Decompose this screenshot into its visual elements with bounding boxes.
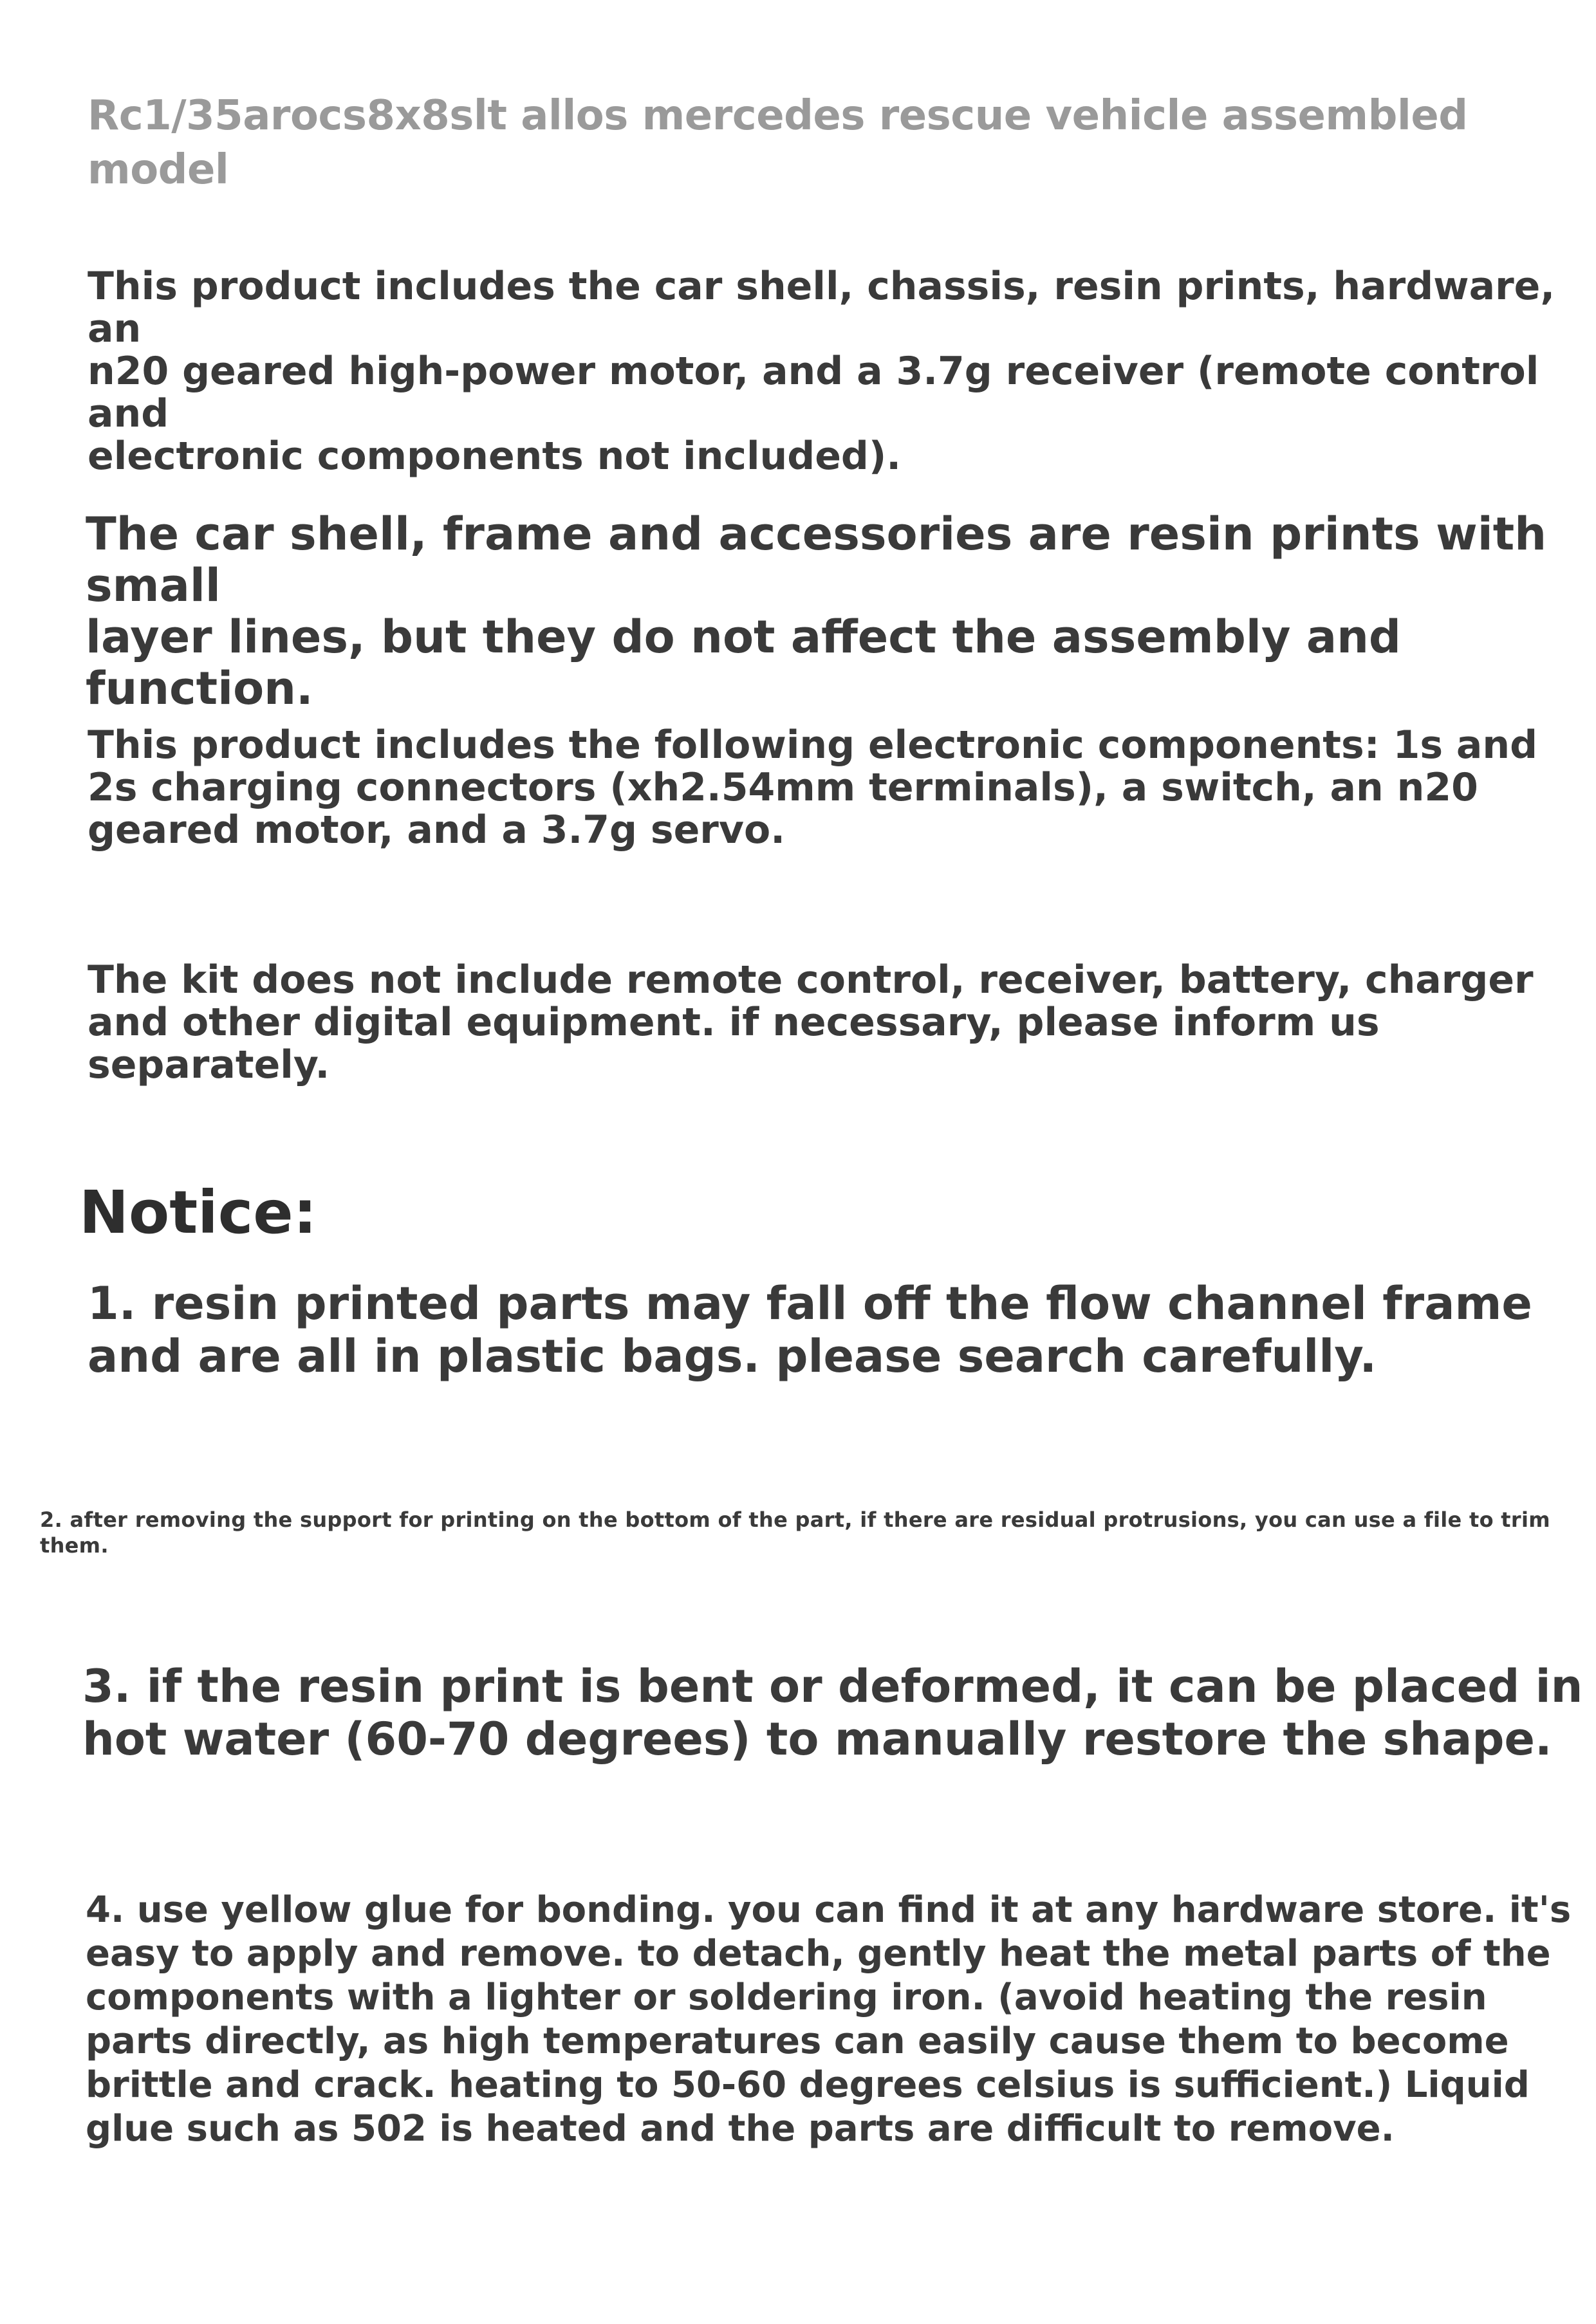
notice-item-2: 2. after removing the support for printing on the bottom of the part, if there are residual protrusions, you can use a file to trim them. [40,1508,1550,1558]
notice-item-3: 3. if the resin print is bent or deformed, it can be placed in hot water (60-70 degrees) to manually restore the shape. [82,1660,1583,1766]
page-title: Rc1/35arocs8x8slt allos mercedes rescue vehicle assembled model [88,92,1468,194]
product-includes-paragraph: This product includes the car shell, chassis, resin prints, hardware, an n20 geared high-power motor, and a 3.7g receiver (remote control and electronic components not included). [88,264,1555,479]
electronic-components-paragraph: This product includes the following electronic components: 1s and 2s charging connectors (xh2.54mm terminals), a switch, an n20 geared motor, and a 3.7g servo. [88,723,1538,853]
resin-prints-paragraph: The car shell, frame and accessories are resin prints with small layer lines, but they do not affect the assembly and function. [86,508,1547,715]
notice-item-4: 4. use yellow glue for bonding. you can find it at any hardware store. it's easy to apply and remove. to detach, gently heat the metal parts of the components with a lighter or soldering iron. (avoid heating the resin parts directly, as high temperatures can easily cause them to become brittle and crack. heating to 50-60 degrees celsius is sufficient.) Liquid glue such as 502 is heated and the parts are difficult to remove. [86,1889,1572,2150]
notice-heading: Notice: [79,1178,317,1247]
notice-item-1: 1. resin printed parts may fall off the flow channel frame and are all in plastic bags. please search carefully. [88,1277,1532,1383]
not-included-paragraph: The kit does not include remote control, receiver, battery, charger and other digital equipment. if necessary, please inform us separately. [88,957,1534,1087]
